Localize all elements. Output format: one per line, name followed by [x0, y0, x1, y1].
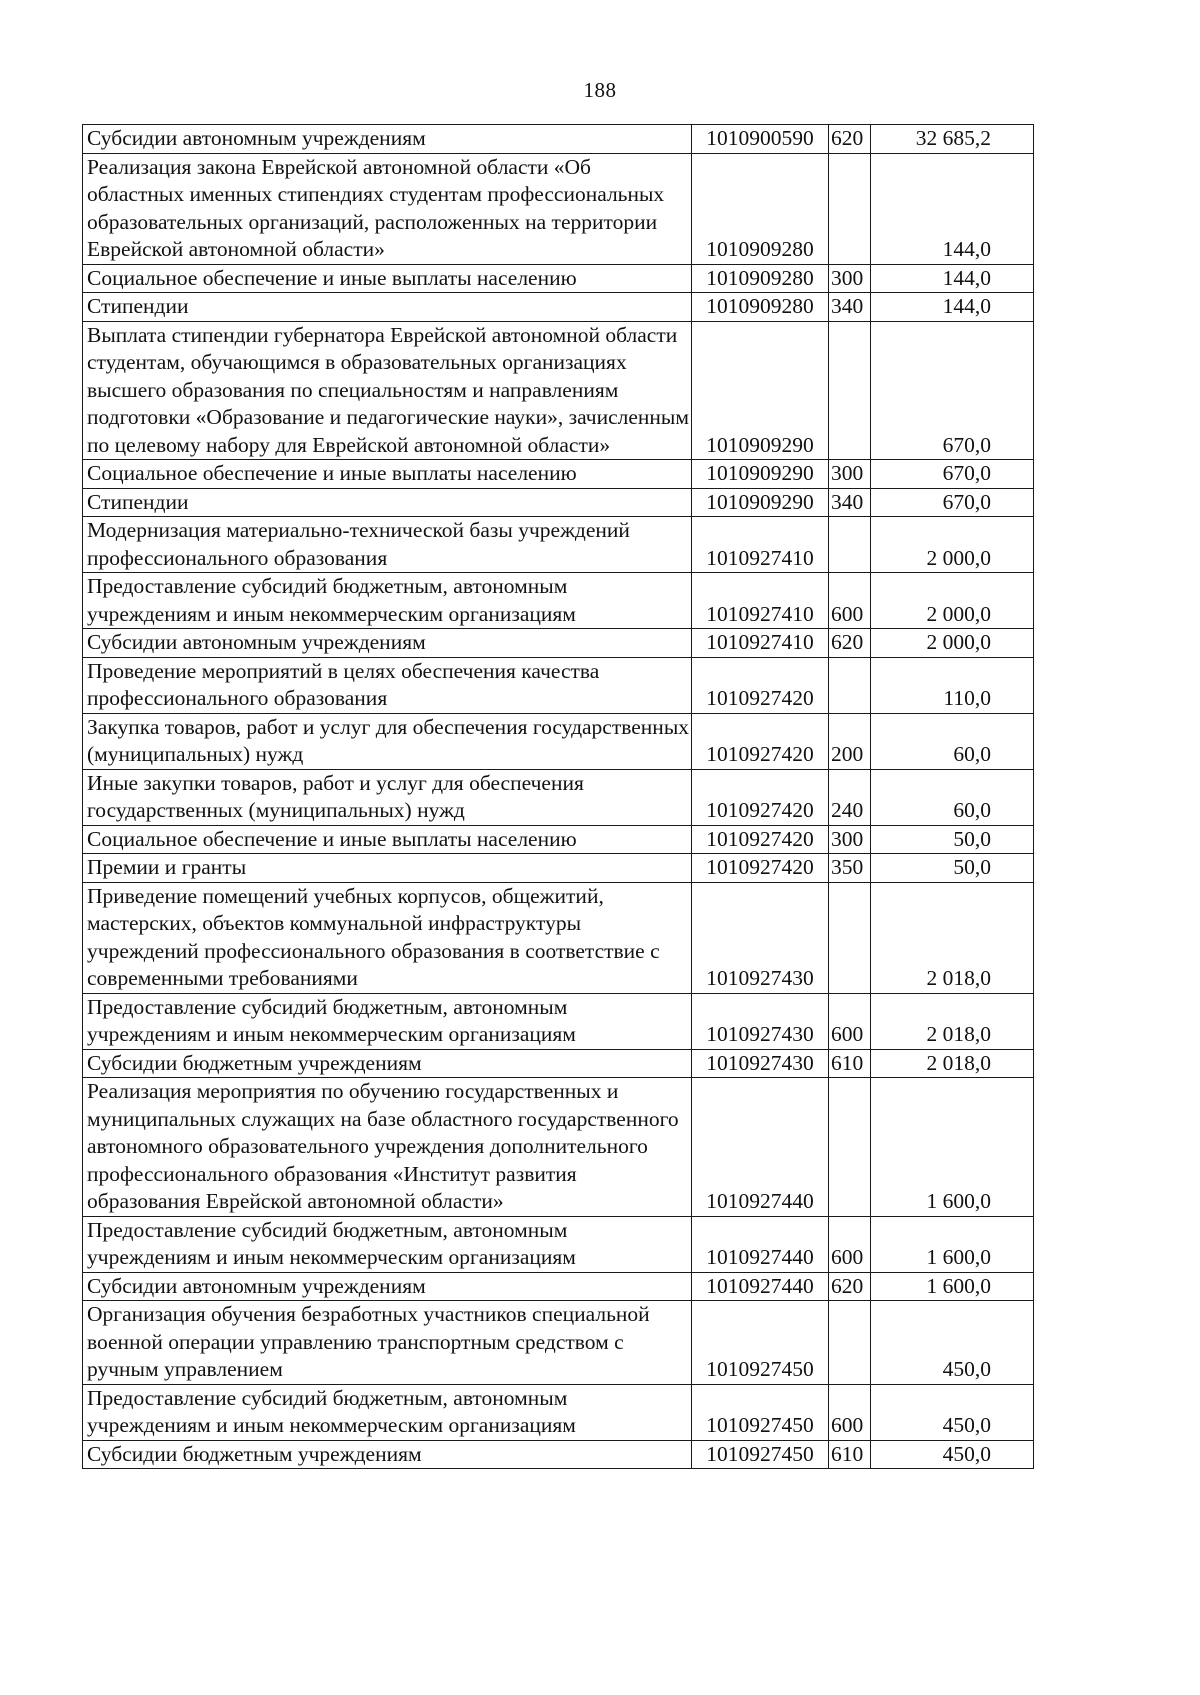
row-name-cell: Стипендии	[83, 488, 692, 517]
row-name-cell: Субсидии автономным учреждениям	[83, 125, 692, 154]
row-type-cell	[829, 321, 871, 460]
row-type-cell: 350	[829, 854, 871, 883]
row-name-cell: Социальное обеспечение и иные выплаты населению	[83, 825, 692, 854]
row-amount-cell: 670,0	[871, 460, 1034, 489]
row-amount-cell: 1 600,0	[871, 1078, 1034, 1217]
row-amount-cell: 32 685,2	[871, 125, 1034, 154]
row-code-cell: 1010927450	[692, 1440, 829, 1469]
table-row	[83, 854, 1034, 883]
row-type-cell	[829, 1301, 871, 1385]
row-name-cell: Социальное обеспечение и иные выплаты населению	[83, 264, 692, 293]
table-body	[83, 125, 1034, 1469]
row-amount-cell: 670,0	[871, 488, 1034, 517]
row-amount-cell: 144,0	[871, 293, 1034, 322]
row-code-cell: 1010927420	[692, 769, 829, 825]
row-code-cell: 1010927450	[692, 1301, 829, 1385]
row-type-cell	[829, 517, 871, 573]
row-type-cell: 340	[829, 488, 871, 517]
table-row	[83, 769, 1034, 825]
row-amount-cell: 2 018,0	[871, 993, 1034, 1049]
row-type-cell	[829, 882, 871, 993]
row-amount-cell: 450,0	[871, 1384, 1034, 1440]
table-row	[83, 629, 1034, 658]
row-code-cell: 1010927410	[692, 573, 829, 629]
table-row	[83, 1440, 1034, 1469]
row-type-cell	[829, 657, 871, 713]
row-amount-cell: 2 000,0	[871, 517, 1034, 573]
row-type-cell: 300	[829, 264, 871, 293]
row-amount-cell: 2 000,0	[871, 629, 1034, 658]
row-type-cell: 200	[829, 713, 871, 769]
table-row	[83, 1216, 1034, 1272]
table-row	[83, 657, 1034, 713]
row-amount-cell: 450,0	[871, 1301, 1034, 1385]
table-row	[83, 293, 1034, 322]
row-code-cell: 1010927420	[692, 713, 829, 769]
row-name-cell: Субсидии автономным учреждениям	[83, 629, 692, 658]
row-code-cell: 1010927410	[692, 517, 829, 573]
row-type-cell	[829, 1078, 871, 1217]
row-amount-cell: 670,0	[871, 321, 1034, 460]
row-code-cell: 1010927430	[692, 993, 829, 1049]
row-amount-cell: 50,0	[871, 854, 1034, 883]
table-row	[83, 713, 1034, 769]
row-code-cell: 1010927430	[692, 882, 829, 993]
row-amount-cell: 50,0	[871, 825, 1034, 854]
table-row	[83, 1078, 1034, 1217]
row-name-cell: Проведение мероприятий в целях обеспечения качества профессионального образования	[83, 657, 692, 713]
row-name-cell: Предоставление субсидий бюджетным, автономным учреждениям и иным некоммерческим организациям	[83, 993, 692, 1049]
row-code-cell: 1010927420	[692, 657, 829, 713]
row-code-cell: 1010909290	[692, 460, 829, 489]
row-name-cell: Предоставление субсидий бюджетным, автономным учреждениям и иным некоммерческим организациям	[83, 1216, 692, 1272]
row-type-cell: 620	[829, 1272, 871, 1301]
row-type-cell: 300	[829, 460, 871, 489]
row-name-cell: Приведение помещений учебных корпусов, общежитий, мастерских, объектов коммунальной инфраструктуры учреждений профессионального образования в соответствие с современными требованиями	[83, 882, 692, 993]
row-code-cell: 1010927420	[692, 825, 829, 854]
row-name-cell: Субсидии бюджетным учреждениям	[83, 1049, 692, 1078]
table-row	[83, 1301, 1034, 1385]
table-row	[83, 460, 1034, 489]
table-row	[83, 825, 1034, 854]
row-code-cell: 1010909280	[692, 293, 829, 322]
row-type-cell: 600	[829, 573, 871, 629]
page-number: 188	[583, 78, 617, 102]
row-type-cell: 600	[829, 1216, 871, 1272]
row-amount-cell: 2 018,0	[871, 882, 1034, 993]
row-name-cell: Премии и гранты	[83, 854, 692, 883]
table-row	[83, 264, 1034, 293]
row-name-cell: Стипендии	[83, 293, 692, 322]
row-name-cell: Реализация мероприятия по обучению государственных и муниципальных служащих на базе областного государственного автономного образовательного учреждения дополнительного профессионального образования «Институт развития образования Еврейской автономной области»	[83, 1078, 692, 1217]
row-type-cell: 620	[829, 125, 871, 154]
row-code-cell: 1010927410	[692, 629, 829, 658]
row-name-cell: Закупка товаров, работ и услуг для обеспечения государственных (муниципальных) нужд	[83, 713, 692, 769]
row-type-cell: 340	[829, 293, 871, 322]
budget-table	[82, 124, 1034, 1469]
row-code-cell: 1010927440	[692, 1078, 829, 1217]
row-amount-cell: 144,0	[871, 153, 1034, 264]
row-name-cell: Субсидии бюджетным учреждениям	[83, 1440, 692, 1469]
row-amount-cell: 1 600,0	[871, 1216, 1034, 1272]
row-amount-cell: 450,0	[871, 1440, 1034, 1469]
table-row	[83, 1384, 1034, 1440]
row-code-cell: 1010927430	[692, 1049, 829, 1078]
table-row	[83, 1049, 1034, 1078]
row-code-cell: 1010927450	[692, 1384, 829, 1440]
table-row	[83, 125, 1034, 154]
row-name-cell: Организация обучения безработных участников специальной военной операции управлению транспортным средством с ручным управлением	[83, 1301, 692, 1385]
table-row	[83, 153, 1034, 264]
table-row	[83, 882, 1034, 993]
row-code-cell: 1010927440	[692, 1272, 829, 1301]
row-name-cell: Модернизация материально-технической базы учреждений профессионального образования	[83, 517, 692, 573]
row-code-cell: 1010909290	[692, 488, 829, 517]
row-name-cell: Предоставление субсидий бюджетным, автономным учреждениям и иным некоммерческим организациям	[83, 573, 692, 629]
row-name-cell: Предоставление субсидий бюджетным, автономным учреждениям и иным некоммерческим организациям	[83, 1384, 692, 1440]
row-amount-cell: 2 018,0	[871, 1049, 1034, 1078]
row-amount-cell: 2 000,0	[871, 573, 1034, 629]
table-row	[83, 993, 1034, 1049]
row-amount-cell: 144,0	[871, 264, 1034, 293]
row-amount-cell: 60,0	[871, 769, 1034, 825]
row-name-cell: Субсидии автономным учреждениям	[83, 1272, 692, 1301]
row-type-cell: 240	[829, 769, 871, 825]
row-code-cell: 1010927420	[692, 854, 829, 883]
row-code-cell: 1010900590	[692, 125, 829, 154]
row-type-cell: 300	[829, 825, 871, 854]
row-name-cell: Реализация закона Еврейской автономной области «Об областных именных стипендиях студентам профессиональных образовательных организаций, расположенных на территории Еврейской автономной области»	[83, 153, 692, 264]
row-amount-cell: 1 600,0	[871, 1272, 1034, 1301]
table-row	[83, 573, 1034, 629]
row-amount-cell: 60,0	[871, 713, 1034, 769]
row-amount-cell: 110,0	[871, 657, 1034, 713]
table-row	[83, 488, 1034, 517]
row-type-cell	[829, 153, 871, 264]
row-type-cell: 600	[829, 1384, 871, 1440]
row-code-cell: 1010927440	[692, 1216, 829, 1272]
row-name-cell: Выплата стипендии губернатора Еврейской автономной области студентам, обучающимся в образовательных организациях высшего образования по специальностям и направлениям подготовки «Образование и педагогические науки», зачисленным по целевому набору для Еврейской автономной области»	[83, 321, 692, 460]
row-code-cell: 1010909280	[692, 264, 829, 293]
table-row	[83, 517, 1034, 573]
row-type-cell: 600	[829, 993, 871, 1049]
row-name-cell: Социальное обеспечение и иные выплаты населению	[83, 460, 692, 489]
table-row	[83, 1272, 1034, 1301]
row-type-cell: 610	[829, 1049, 871, 1078]
row-code-cell: 1010909280	[692, 153, 829, 264]
row-type-cell: 620	[829, 629, 871, 658]
row-type-cell: 610	[829, 1440, 871, 1469]
row-code-cell: 1010909290	[692, 321, 829, 460]
row-name-cell: Иные закупки товаров, работ и услуг для обеспечения государственных (муниципальных) нужд	[83, 769, 692, 825]
table-row	[83, 321, 1034, 460]
